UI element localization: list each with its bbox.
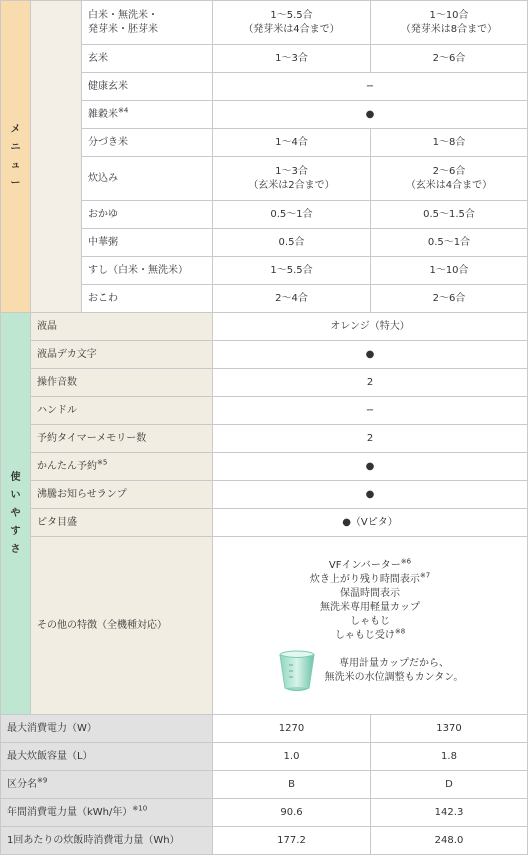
cell-value: ● bbox=[213, 341, 528, 369]
row-label: ハンドル bbox=[31, 397, 213, 425]
row-label: 操作音数 bbox=[31, 369, 213, 397]
row-label: 玄米 bbox=[82, 45, 213, 73]
feature-list bbox=[219, 559, 521, 643]
cell-value: 1〜5.5合 （発芽米は4合まで） bbox=[213, 1, 371, 45]
row-label: 白米・無洗米・ 発芽米・胚芽米 bbox=[82, 1, 213, 45]
cell-value: 2〜4合 bbox=[213, 285, 371, 313]
row-label: 分づき米 bbox=[82, 129, 213, 157]
table-row bbox=[1, 341, 528, 369]
feature-item: しゃもじ受け$^{※8}$ bbox=[334, 627, 406, 641]
features-cell bbox=[213, 537, 528, 715]
menu-spacer bbox=[31, 1, 82, 313]
row-label: 液晶デカ文字 bbox=[31, 341, 213, 369]
cell-value: 1〜8合 bbox=[371, 129, 528, 157]
table-row bbox=[1, 1, 528, 45]
row-label: 沸騰お知らせランプ bbox=[31, 481, 213, 509]
cell-value: 1〜5.5合 bbox=[213, 257, 371, 285]
cell-value: 1270 bbox=[213, 715, 371, 743]
cell-value: ● bbox=[213, 453, 528, 481]
table-row bbox=[1, 509, 528, 537]
cell-value: 1〜4合 bbox=[213, 129, 371, 157]
row-label: 炊込み bbox=[82, 157, 213, 201]
table-row bbox=[1, 369, 528, 397]
cell-value: 0.5合 bbox=[213, 229, 371, 257]
row-label: ピタ目盛 bbox=[31, 509, 213, 537]
cell-value: 0.5〜1合 bbox=[371, 229, 528, 257]
row-label: おかゆ bbox=[82, 201, 213, 229]
cell-value: ● bbox=[213, 101, 528, 129]
cell-value: ●（Vピタ） bbox=[213, 509, 528, 537]
cell-value: 0.5〜1.5合 bbox=[371, 201, 528, 229]
cup-caption: 専用計量カップだから、 無洗米の水位調整もカンタン。 bbox=[324, 657, 464, 683]
table-row bbox=[1, 313, 528, 341]
table-row bbox=[1, 799, 528, 827]
cell-value: 90.6 bbox=[213, 799, 371, 827]
cell-value: 2 bbox=[213, 369, 528, 397]
cup-feature bbox=[219, 649, 521, 693]
row-label: かんたん予約$^{※5}$ bbox=[31, 453, 213, 481]
table-row bbox=[1, 537, 528, 715]
cell-value: 1〜3合 （玄米は2合まで） bbox=[213, 157, 371, 201]
measuring-cup-icon bbox=[277, 649, 317, 693]
row-label: 雑穀米$^{※4}$ bbox=[82, 101, 213, 129]
cell-value: 1〜10合 bbox=[371, 257, 528, 285]
row-label: 最大消費電力（W） bbox=[1, 715, 213, 743]
cell-value: 2〜6合 bbox=[371, 285, 528, 313]
table-row bbox=[1, 397, 528, 425]
row-label: 中華粥 bbox=[82, 229, 213, 257]
feature-item: VFインバーター$^{※6}$ bbox=[328, 557, 412, 571]
cell-value: 1370 bbox=[371, 715, 528, 743]
cell-value: 2 bbox=[213, 425, 528, 453]
cell-value: 177.2 bbox=[213, 827, 371, 855]
cell-value: 1.8 bbox=[371, 743, 528, 771]
table-row bbox=[1, 715, 528, 743]
row-label: 1回あたりの炊飯時消費電力量（Wh） bbox=[1, 827, 213, 855]
row-label: 最大炊飯容量（L） bbox=[1, 743, 213, 771]
feature-item: 炊き上がり残り時間表示$^{※7}$ bbox=[309, 571, 431, 585]
table-row bbox=[1, 425, 528, 453]
cell-value: オレンジ（特大） bbox=[213, 313, 528, 341]
row-label: 予約タイマーメモリー数 bbox=[31, 425, 213, 453]
row-label: おこわ bbox=[82, 285, 213, 313]
menu-category-label: メ ニ ュ ー bbox=[1, 1, 31, 313]
cell-value: 2〜6合 bbox=[371, 45, 528, 73]
usability-category-label: 使 い や す さ bbox=[1, 313, 31, 715]
cell-value: B bbox=[213, 771, 371, 799]
feature-item: 無洗米専用軽量カップ bbox=[320, 601, 420, 613]
row-label: 年間消費電力量（kWh/年）$^{※10}$ bbox=[1, 799, 213, 827]
table-row bbox=[1, 481, 528, 509]
row-label: 区分名$^{※9}$ bbox=[1, 771, 213, 799]
table-row bbox=[1, 771, 528, 799]
feature-item: 保温時間表示 bbox=[340, 587, 400, 599]
cell-value: 1.0 bbox=[213, 743, 371, 771]
cell-value: 0.5〜1合 bbox=[213, 201, 371, 229]
cell-value: 248.0 bbox=[371, 827, 528, 855]
features-label: その他の特徴（全機種対応） bbox=[31, 537, 213, 715]
feature-item: しゃもじ bbox=[350, 615, 390, 627]
row-label: 液晶 bbox=[31, 313, 213, 341]
cell-value: 142.3 bbox=[371, 799, 528, 827]
row-label: すし（白米・無洗米） bbox=[82, 257, 213, 285]
cell-value: ● bbox=[213, 481, 528, 509]
cell-value: 1〜3合 bbox=[213, 45, 371, 73]
cell-value: 1〜10合 （発芽米は8合まで） bbox=[371, 1, 528, 45]
cell-value: − bbox=[213, 397, 528, 425]
row-label: 健康玄米 bbox=[82, 73, 213, 101]
cell-value: 2〜6合 （玄米は4合まで） bbox=[371, 157, 528, 201]
table-row bbox=[1, 827, 528, 855]
table-row bbox=[1, 453, 528, 481]
cell-value: D bbox=[371, 771, 528, 799]
cell-value: − bbox=[213, 73, 528, 101]
table-row bbox=[1, 743, 528, 771]
